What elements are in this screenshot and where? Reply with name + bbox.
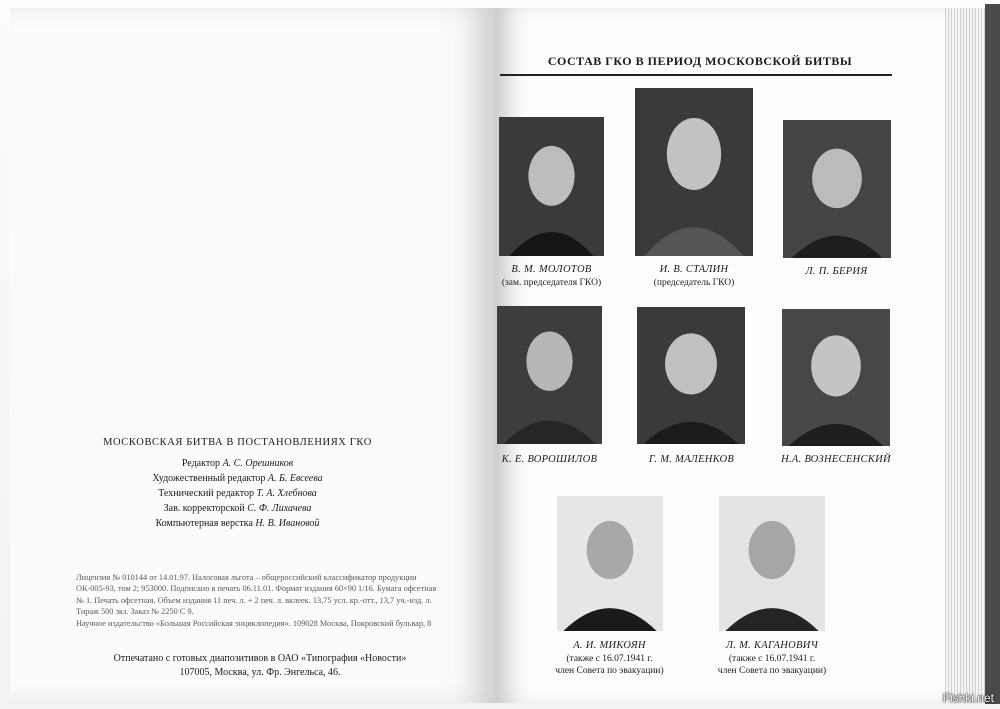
printer-line: Отпечатано с готовых диапозитивов в ОАО «Типография «Новости» bbox=[113, 653, 407, 664]
credit-role: Редактор bbox=[181, 458, 221, 469]
portrait-photo bbox=[557, 496, 663, 631]
book-cover-edge bbox=[985, 4, 1000, 704]
credit-line-3 bbox=[0, 488, 475, 499]
portrait-photo bbox=[635, 88, 753, 256]
member-role: (также с 16.07.1941 г. bbox=[728, 654, 816, 664]
member-role: член Совета по эвакуации) bbox=[717, 666, 827, 676]
license-line: Тираж 500 экз. Заказ № 2250 С 9. bbox=[76, 607, 194, 617]
member-name: А. И. МИКОЯН bbox=[573, 640, 646, 651]
portrait-photo bbox=[637, 307, 745, 444]
credit-name: С. Ф. Лихачева bbox=[247, 503, 312, 514]
portrait-photo bbox=[782, 309, 890, 446]
credit-role: Технический редактор bbox=[158, 488, 254, 499]
portrait-photo bbox=[497, 306, 602, 444]
page-edges bbox=[945, 8, 985, 703]
printer-info bbox=[0, 652, 520, 680]
portrait-photo bbox=[783, 120, 891, 258]
credit-line-1 bbox=[0, 458, 475, 469]
credit-line-2 bbox=[0, 473, 475, 484]
credit-line-5 bbox=[0, 518, 475, 529]
member-name: Л. П. БЕРИЯ bbox=[805, 266, 868, 277]
printer-address: 107005, Москва, ул. Фр. Энгельса, 46. bbox=[179, 667, 341, 678]
member-name: Н.А. ВОЗНЕСЕНСКИЙ bbox=[781, 454, 891, 465]
credit-role: Художественный редактор bbox=[152, 473, 266, 484]
imprint-title: МОСКОВСКАЯ БИТВА В ПОСТАНОВЛЕНИЯХ ГКО bbox=[103, 437, 372, 448]
member-name: Л. М. КАГАНОВИЧ bbox=[725, 640, 819, 651]
member-name: И. В. СТАЛИН bbox=[659, 264, 729, 275]
credit-name: А. Б. Евсеева bbox=[267, 473, 323, 484]
member-role: (также с 16.07.1941 г. bbox=[566, 654, 653, 664]
credit-role: Зав. корректорской bbox=[163, 503, 245, 514]
license-line: Лицензия № 010144 от 14.01.97. Налоговая льгота – общероссийский классификатор продукции bbox=[76, 573, 417, 582]
member-role: член Совета по эвакуации) bbox=[555, 666, 664, 676]
license-line: ОК-005-93, том 2; 953000. Подписано в печать 06.11.01. Формат издания 60×90 1/16. Бумага офсетная bbox=[76, 584, 437, 594]
credit-role: Компьютерная верстка bbox=[155, 518, 253, 529]
member-name: В. М. МОЛОТОВ bbox=[511, 264, 592, 275]
section-title: СОСТАВ ГКО В ПЕРИОД МОСКОВСКОЙ БИТВЫ bbox=[547, 54, 853, 68]
title-rule bbox=[500, 74, 892, 76]
license-block bbox=[76, 572, 471, 629]
member-role: (зам. председателя ГКО) bbox=[501, 278, 602, 288]
credit-name: Н. В. Ивановой bbox=[255, 518, 320, 529]
portrait-photo bbox=[719, 496, 825, 631]
credit-name: А. С. Орешников bbox=[222, 458, 294, 469]
credit-name: Т. А. Хлебнова bbox=[256, 488, 317, 499]
member-role: (председатель ГКО) bbox=[653, 278, 735, 288]
member-name: К. Е. ВОРОШИЛОВ bbox=[501, 454, 598, 465]
credit-line-4 bbox=[0, 503, 475, 514]
license-line: Научное издательство «Большая Российская энциклопедия». 109028 Москва, Покровский бульвар, 8 bbox=[76, 618, 432, 628]
license-line: № 1. Печать офсетная. Объем издания 11 печ. л. + 2 печ. л. вклеек. 13,75 усл. кр.-отт., 13,7 уч.-изд. л. bbox=[76, 595, 432, 605]
portrait-photo bbox=[499, 117, 604, 256]
watermark-label: Fishki.net bbox=[942, 691, 994, 705]
member-name: Г. М. МАЛЕНКОВ bbox=[648, 454, 735, 465]
